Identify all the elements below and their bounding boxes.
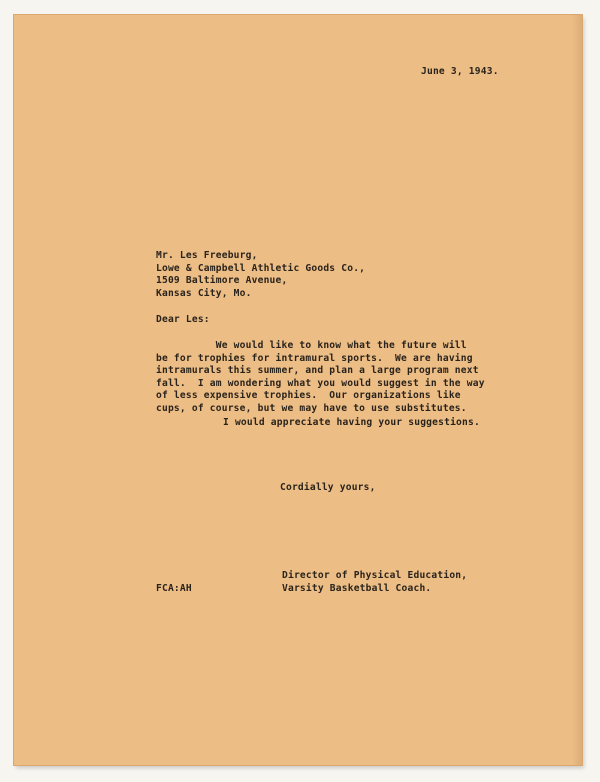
body-line: We would like to know what the future will [156,340,467,351]
paper-edge-shadow [572,15,582,765]
address-line: Kansas City, Mo. [156,287,252,299]
complimentary-close: Cordially yours, [280,482,376,493]
address-line: Lowe & Campbell Athletic Goods Co., [156,262,366,274]
signature-title-line: Varsity Basketball Coach. [282,582,432,594]
closing-paragraph: I would appreciate having your suggestions. [223,417,480,428]
address-line: Mr. Les Freeburg, [156,250,258,261]
body-line: fall. I am wondering what you would suggest in the way [156,377,485,389]
recipient-address [156,250,365,300]
salutation: Dear Les: [156,314,210,325]
body-line: be for trophies for intramural sports. We are having [156,352,473,364]
reference-initials: FCA:AH [156,583,192,594]
body-paragraph [156,340,485,416]
signature-title [282,570,467,595]
signature-title-line: Director of Physical Education, [282,570,468,581]
body-line: of less expensive trophies. Our organizations like [156,390,461,402]
body-line: intramurals this summer, and plan a large program next [156,365,479,377]
letter-date: June 3, 1943. [421,66,499,77]
address-line: 1509 Baltimore Avenue, [156,275,288,287]
body-line: cups, of course, but we may have to use substitutes. [156,402,467,414]
